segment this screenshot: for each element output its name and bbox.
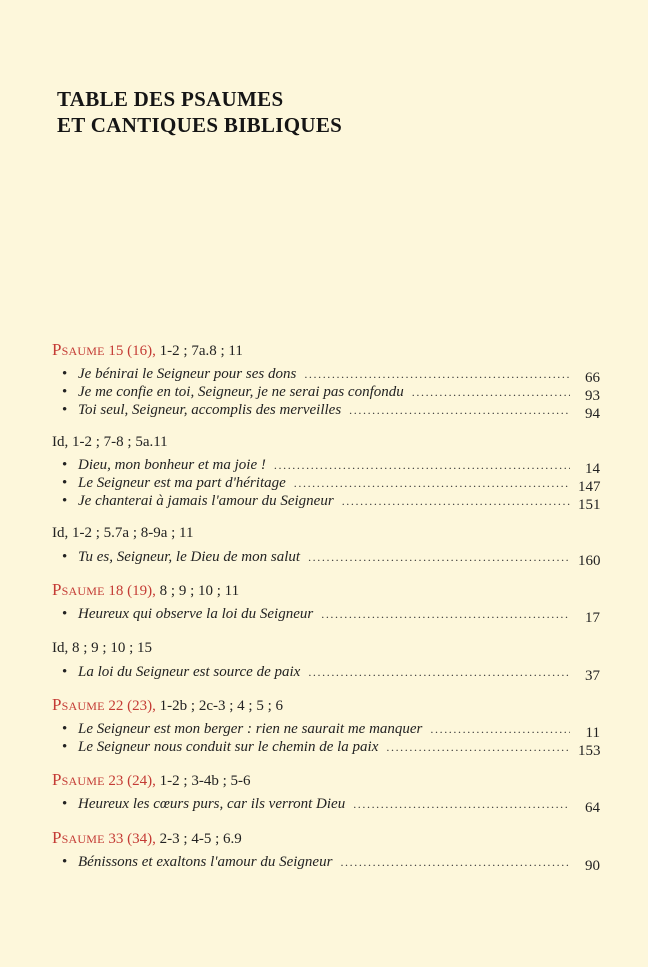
id-label: Id,	[52, 434, 69, 450]
section-heading	[52, 580, 239, 600]
table-row	[62, 739, 600, 759]
bullet-icon: •	[62, 606, 68, 622]
page-number: 93	[585, 388, 600, 404]
bullet-icon: •	[62, 475, 68, 491]
bullet-icon: •	[62, 366, 68, 382]
entry-title: Je bénirai le Seigneur pour ses dons	[78, 366, 297, 382]
page-number: 147	[578, 479, 601, 495]
page-number: 94	[585, 406, 600, 422]
entry-title: Dieu, mon bonheur et ma joie !	[78, 457, 266, 473]
title-line-2: ET CANTIQUES BIBLIQUES	[57, 113, 343, 137]
entry-title: Le Seigneur est mon berger : rien ne saurait me manquer	[78, 721, 423, 737]
table-row	[62, 721, 600, 741]
dot-leader	[412, 385, 570, 400]
table-row	[62, 549, 600, 569]
dot-leader	[353, 797, 570, 812]
psalm-label: Psaume	[52, 340, 105, 359]
section-heading	[52, 340, 243, 360]
dot-leader	[308, 550, 570, 565]
section-heading	[52, 770, 251, 790]
page-number: 14	[585, 461, 600, 477]
dot-leader	[340, 855, 570, 870]
title-line-1: TABLE DES PSAUMES	[57, 87, 284, 111]
dot-leader	[294, 476, 570, 491]
table-row	[62, 402, 600, 422]
verse-range: 1-2 ; 7a.8 ; 11	[159, 343, 243, 359]
entry-title: Toi seul, Seigneur, accomplis des merveilles	[78, 402, 342, 418]
bullet-icon: •	[62, 493, 68, 509]
entry-title: Bénissons et exaltons l'amour du Seigneur	[78, 854, 333, 870]
page-number: 160	[578, 553, 601, 569]
page-number: 66	[585, 370, 600, 386]
section-heading	[52, 828, 242, 848]
verse-range: 1-2b ; 2c-3 ; 4 ; 5 ; 6	[159, 698, 283, 714]
psalm-label: Psaume	[52, 580, 105, 599]
table-row	[62, 664, 600, 684]
section-heading	[52, 525, 194, 542]
bullet-icon: •	[62, 549, 68, 565]
section-heading	[52, 640, 152, 657]
dot-leader	[349, 403, 570, 418]
psalm-number: 33 (34),	[108, 831, 156, 847]
psalm-number: 22 (23),	[108, 698, 156, 714]
page-number: 153	[578, 743, 601, 759]
table-row	[62, 796, 600, 816]
table-row	[62, 457, 600, 477]
entry-title: Tu es, Seigneur, le Dieu de mon salut	[78, 549, 301, 565]
entry-title: Heureux les cœurs purs, car ils verront Dieu	[78, 796, 346, 812]
dot-leader	[430, 722, 570, 737]
page-number: 17	[585, 610, 600, 626]
table-row	[62, 475, 600, 495]
verse-range: 1-2 ; 3-4b ; 5-6	[159, 773, 251, 789]
table-row	[62, 493, 600, 513]
dot-leader	[342, 494, 570, 509]
bullet-icon: •	[62, 721, 68, 737]
verse-range: 8 ; 9 ; 10 ; 15	[72, 640, 153, 656]
psalm-number: 23 (24),	[108, 773, 156, 789]
bullet-icon: •	[62, 457, 68, 473]
bullet-icon: •	[62, 739, 68, 755]
entry-title: Je me confie en toi, Seigneur, je ne serai pas confondu	[78, 384, 404, 400]
bullet-icon: •	[62, 796, 68, 812]
dot-leader	[321, 607, 570, 622]
bullet-icon: •	[62, 384, 68, 400]
psalm-label: Psaume	[52, 828, 105, 847]
id-label: Id,	[52, 525, 69, 541]
dot-leader	[308, 665, 570, 680]
page-number: 37	[585, 668, 600, 684]
dot-leader	[386, 740, 570, 755]
psalm-label: Psaume	[52, 770, 105, 789]
page-number: 11	[585, 725, 600, 741]
page-number: 90	[585, 858, 600, 874]
entry-title: Heureux qui observe la loi du Seigneur	[78, 606, 314, 622]
table-row	[62, 384, 600, 404]
psalm-number: 15 (16),	[108, 343, 156, 359]
bullet-icon: •	[62, 402, 68, 418]
dot-leader	[274, 458, 570, 473]
entry-title: La loi du Seigneur est source de paix	[78, 664, 301, 680]
psalm-label: Psaume	[52, 695, 105, 714]
verse-range: 8 ; 9 ; 10 ; 11	[159, 583, 240, 599]
section-heading	[52, 434, 168, 451]
dot-leader	[304, 367, 570, 382]
table-row	[62, 366, 600, 386]
bullet-icon: •	[62, 854, 68, 870]
section-heading	[52, 695, 283, 715]
entry-title: Je chanterai à jamais l'amour du Seigneur	[78, 493, 334, 509]
bullet-icon: •	[62, 664, 68, 680]
table-row	[62, 854, 600, 874]
entry-title: Le Seigneur nous conduit sur le chemin de la paix	[78, 739, 379, 755]
page-number: 151	[578, 497, 601, 513]
page-number: 64	[585, 800, 600, 816]
id-label: Id,	[52, 640, 69, 656]
psalm-number: 18 (19),	[108, 583, 156, 599]
verse-range: 2-3 ; 4-5 ; 6.9	[159, 831, 242, 847]
table-row	[62, 606, 600, 626]
verse-range: 1-2 ; 7-8 ; 5a.11	[72, 434, 168, 450]
entry-title: Le Seigneur est ma part d'héritage	[78, 475, 286, 491]
verse-range: 1-2 ; 5.7a ; 8-9a ; 11	[72, 525, 194, 541]
